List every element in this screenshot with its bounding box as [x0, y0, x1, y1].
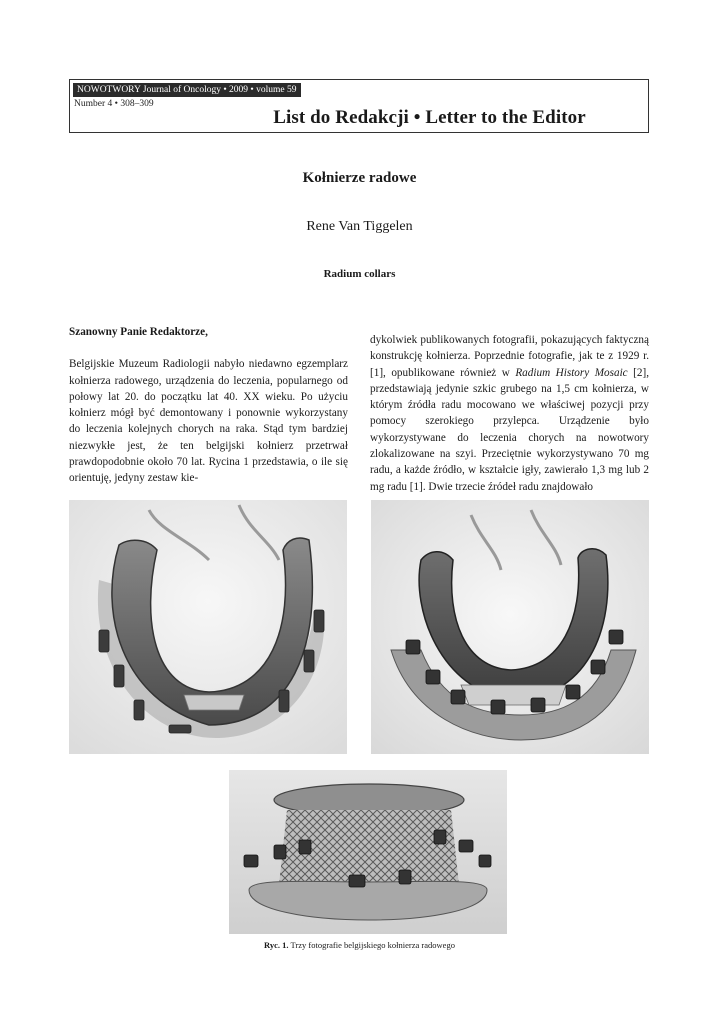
right-column [370, 332, 649, 495]
caption-text: Trzy fotografie belgijskiego kołnierza radowego [288, 940, 455, 950]
journal-reference-title: Radium History Mosaic [515, 366, 628, 379]
left-paragraph: Belgijskie Muzeum Radiologii nabyło niedawno egzemplarz kołnierza radowego, urządzenia do leczenia, popularnego od połowy lat 20. do początku lat 40. XX wieku. Po użyciu kołnierz mógł być demontowany i ponownie wykorzystany do leczenia kolejnych chorych na raka. Stąd tym bardziej niezwykłe jest, że ten belgijski kołnierz przetrwał prawdopodobnie około 70 lat. Rycina 1 przedstawia, o ile się orientuję, jedyny zestaw kie- [69, 358, 348, 485]
left-column [69, 324, 348, 487]
photo-collar-side-view [229, 770, 507, 934]
caption-label: Ryc. 1. [264, 940, 289, 950]
right-paragraph [370, 332, 649, 495]
right-text-1: dykolwiek publikowanych fotografii, pokazujących faktyczną konstrukcję kołnierza. Poprzednie fotografie, jak te z 1929 r. [1], opublikowane również w [370, 334, 649, 379]
figure-caption [0, 940, 719, 950]
article-title: Kołnierze radowe [302, 170, 417, 186]
journal-tag: NOWOTWORY Journal of Oncology • 2009 • volume 59 [73, 83, 301, 97]
issue-number: Number 4 • 308–309 [74, 99, 154, 109]
section-title: List do Redakcji • Letter to the Editor [273, 107, 586, 128]
english-title: Radium collars [323, 268, 396, 280]
photo-collar-top-view [69, 500, 347, 754]
photo-collar-front-view [371, 500, 649, 754]
right-text-2: [2], przedstawiają jedynie szkic grubego na 1,5 cm kołnierza, w którym źródła radu mocowano we właściwej pozycji przy pomocy szerokiego przylepca. Urządzenie było wykorzystywane do leczenia chorych na nowotwory zlokalizowane na szyi. Przeciętnie wykorzystywano 70 mg radu, a każde źródło, w kształcie igły, zawierało 1,3 mg lub 2 mg radu [1]. Dwie trzecie źródeł radu znajdowało [370, 366, 649, 493]
salutation: Szanowny Panie Redaktorze, [69, 326, 208, 338]
author-name: Rene Van Tiggelen [306, 219, 413, 234]
